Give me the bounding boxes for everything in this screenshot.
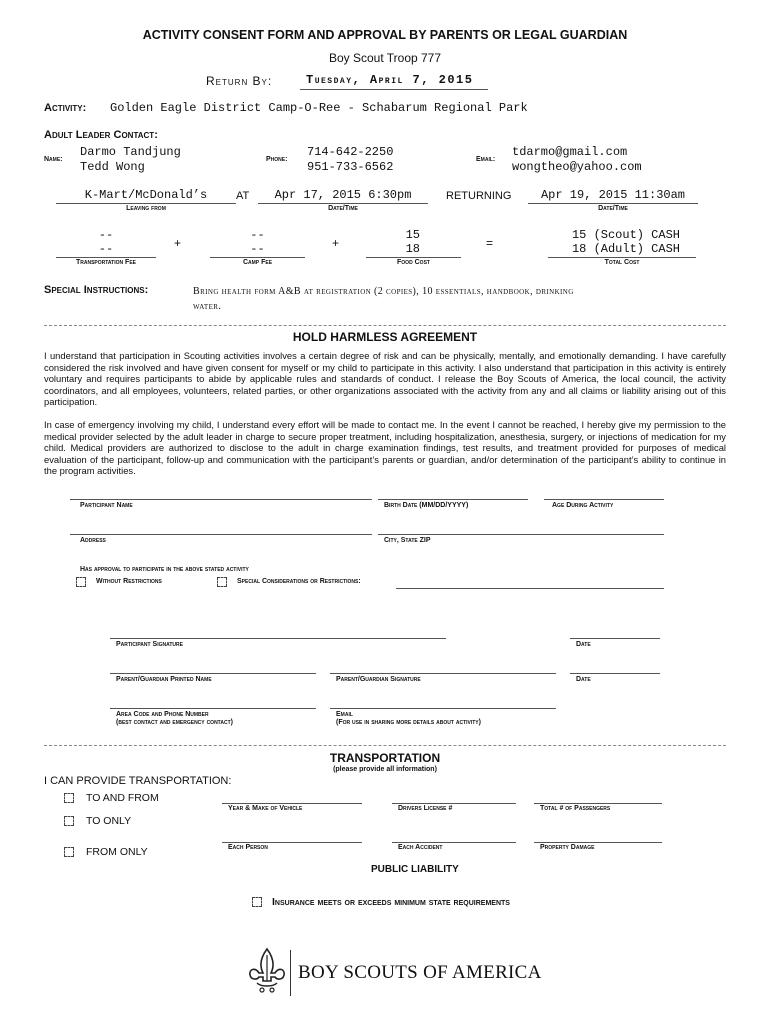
- return-by-label: Return By:: [206, 74, 273, 88]
- hold-harmless-paragraph-1: I understand that participation in Scouting activities involves a certain degree of risk and can be physically, mentally, and emotionally demanding. I have carefully considered the risk involved and have given consent for myself or my child to participate in this activity. I also understand that participation in this activity is entirely voluntary and requires participants to abide by applicable rules and standards of conduct. I release the Boy Scouts of America, the local council, the activity coordinators, and all employees, volunteers, related parties, or other organizations associated with the activity from any and all claims or liability arising out of this participation.: [44, 350, 726, 407]
- to-and-from-label: TO AND FROM: [86, 792, 159, 804]
- camp-fee-label: Camp Fee: [242, 259, 273, 266]
- guardian-signature-label: Parent/Guardian Signature: [336, 676, 421, 683]
- depart-datetime-label: Date/Time: [328, 205, 358, 212]
- property-damage-label: Property Damage: [540, 844, 595, 851]
- guardian-printed-name-label: Parent/Guardian Printed Name: [116, 676, 212, 683]
- city-state-zip-label: City, State ZIP: [384, 537, 431, 544]
- section-divider-1: [44, 325, 726, 326]
- activity-value[interactable]: Golden Eagle District Camp-O-Ree - Schabarum Regional Park: [110, 101, 528, 115]
- camp-fee-adult: --: [250, 242, 265, 256]
- total-cost-scout: 15 (Scout) CASH: [571, 228, 680, 242]
- email-field-sublabel: (For use in sharing more details about activity): [336, 719, 481, 726]
- without-restrictions-checkbox[interactable]: [76, 577, 86, 587]
- participant-signature-label: Participant Signature: [116, 641, 183, 648]
- form-title: ACTIVITY CONSENT FORM AND APPROVAL BY PARENTS OR LEGAL GUARDIAN: [142, 28, 628, 42]
- special-instructions-line-1: Bring health form A&B at registration (2 copies), 10 essentials, handbook, drinking: [193, 286, 574, 297]
- special-instructions-line-2: water.: [193, 301, 222, 312]
- special-considerations-label: Special Considerations or Restrictions:: [237, 578, 361, 585]
- from-only-checkbox[interactable]: [64, 847, 74, 857]
- return-datetime[interactable]: Apr 19, 2015 11:30am: [540, 188, 686, 202]
- leader-emails[interactable]: [512, 145, 642, 175]
- total-cost[interactable]: [540, 228, 680, 256]
- email-label: Email:: [476, 156, 496, 163]
- public-liability-label: PUBLIC LIABILITY: [371, 864, 459, 875]
- insurance-label: Insurance meets or exceeds minimum state requirements: [272, 896, 510, 908]
- phone-label: Phone:: [266, 156, 288, 163]
- to-and-from-checkbox[interactable]: [64, 793, 74, 803]
- leader-names[interactable]: [80, 145, 181, 175]
- email-field-label: Email: [336, 711, 353, 718]
- boy-scouts-of-america-logo-text: BOY SCOUTS OF AMERICA: [298, 962, 542, 983]
- from-only-label: FROM ONLY: [86, 846, 148, 858]
- vehicle-label: Year & Make of Vehicle: [228, 805, 303, 812]
- leader-phone-2: 951-733-6562: [307, 160, 394, 174]
- date-label-1: Date: [576, 641, 591, 648]
- passengers-label: Total # of Passengers: [540, 805, 611, 812]
- address-label: Address: [80, 537, 106, 544]
- total-cost-adult: 18 (Adult) CASH: [571, 242, 680, 256]
- to-only-checkbox[interactable]: [64, 816, 74, 826]
- each-accident-label: Each Accident: [398, 844, 443, 851]
- leader-phones[interactable]: [307, 145, 393, 175]
- food-cost-scout: 15: [405, 228, 420, 242]
- name-label: Name:: [44, 156, 63, 163]
- activity-label: Activity:: [44, 102, 87, 114]
- transportation-fee-label: Transportation Fee: [75, 259, 137, 266]
- birth-date-label: Birth Date (MM/DD/YYYY): [384, 502, 469, 509]
- return-by-value[interactable]: Tuesday, April 7, 2015: [306, 73, 474, 87]
- special-considerations-checkbox[interactable]: [217, 577, 227, 587]
- transportation-fee-adult: --: [98, 242, 114, 256]
- leaving-from-value[interactable]: K-Mart/McDonald’s: [84, 188, 208, 202]
- fleur-de-lis-icon: [247, 947, 287, 997]
- leader-name-1: Darmo Tandjung: [80, 145, 181, 159]
- camp-fee-scout: --: [250, 228, 265, 242]
- each-person-label: Each Person: [228, 844, 268, 851]
- to-only-label: TO ONLY: [86, 815, 132, 827]
- insurance-checkbox[interactable]: [252, 897, 262, 907]
- special-instructions-label: Special Instructions:: [44, 284, 149, 296]
- equals-sign: =: [486, 236, 494, 250]
- return-datetime-label: Date/Time: [598, 205, 628, 212]
- camp-fee[interactable]: [210, 228, 305, 256]
- transportation-fee-scout: --: [98, 228, 114, 242]
- transportation-fee[interactable]: [56, 228, 156, 256]
- phone-number-label: Area Code and Phone Number: [116, 711, 209, 718]
- age-label: Age During Activity: [552, 502, 614, 509]
- food-cost-label: Food Cost: [397, 259, 430, 266]
- approval-label: Has approval to participate in the above stated activity: [80, 566, 249, 573]
- food-cost[interactable]: [366, 228, 420, 256]
- at-label: AT: [236, 190, 250, 202]
- leader-email-2: wongtheo@yahoo.com: [512, 160, 642, 174]
- plus-sign-2: +: [332, 236, 340, 250]
- license-label: Drivers License #: [398, 805, 453, 812]
- food-cost-adult: 18: [405, 242, 420, 256]
- leader-name-2: Tedd Wong: [80, 160, 145, 174]
- hold-harmless-title: HOLD HARMLESS AGREEMENT: [292, 330, 478, 344]
- troop-name: Boy Scout Troop 777: [328, 51, 442, 65]
- hold-harmless-paragraph-2: In case of emergency involving my child, I understand every effort will be made to contact me. In the event I cannot be reached, I hereby give my permission to the medical provider selected by the adult leader in charge to secure proper treatment, including hospitalization, anesthesia, surgery, or injections of medication for my child. Medical providers are authorized to disclose to the adult in charge examination findings, test results, and treatment provided for purposes of medical evaluation of the participant, follow-up and communication with the participant’s parents or guardian, and/or determination of the participant’s ability to continue in the program activities.: [44, 419, 726, 476]
- section-divider-2: [44, 745, 726, 746]
- provide-transportation-label: I CAN PROVIDE TRANSPORTATION:: [44, 775, 232, 787]
- special-instructions-value[interactable]: [193, 284, 574, 314]
- participant-name-label: Participant Name: [80, 502, 133, 509]
- total-cost-label: Total Cost: [604, 259, 640, 266]
- leaving-from-label: Leaving from: [126, 205, 166, 212]
- plus-sign-1: +: [174, 236, 182, 250]
- without-restrictions-label: Without Restrictions: [96, 578, 162, 585]
- adult-leader-label: Adult Leader Contact:: [44, 129, 158, 141]
- date-label-2: Date: [576, 676, 591, 683]
- returning-label: RETURNING: [446, 190, 512, 202]
- transportation-subtitle: (please provide all information): [333, 766, 437, 773]
- transportation-title: TRANSPORTATION: [329, 751, 441, 765]
- depart-datetime[interactable]: Apr 17, 2015 6:30pm: [274, 188, 412, 202]
- phone-number-sublabel: (best contact and emergency contact): [116, 719, 233, 726]
- leader-email-1: tdarmo@gmail.com: [512, 145, 628, 159]
- logo-divider: [290, 950, 291, 996]
- leader-phone-1: 714-642-2250: [307, 145, 394, 159]
